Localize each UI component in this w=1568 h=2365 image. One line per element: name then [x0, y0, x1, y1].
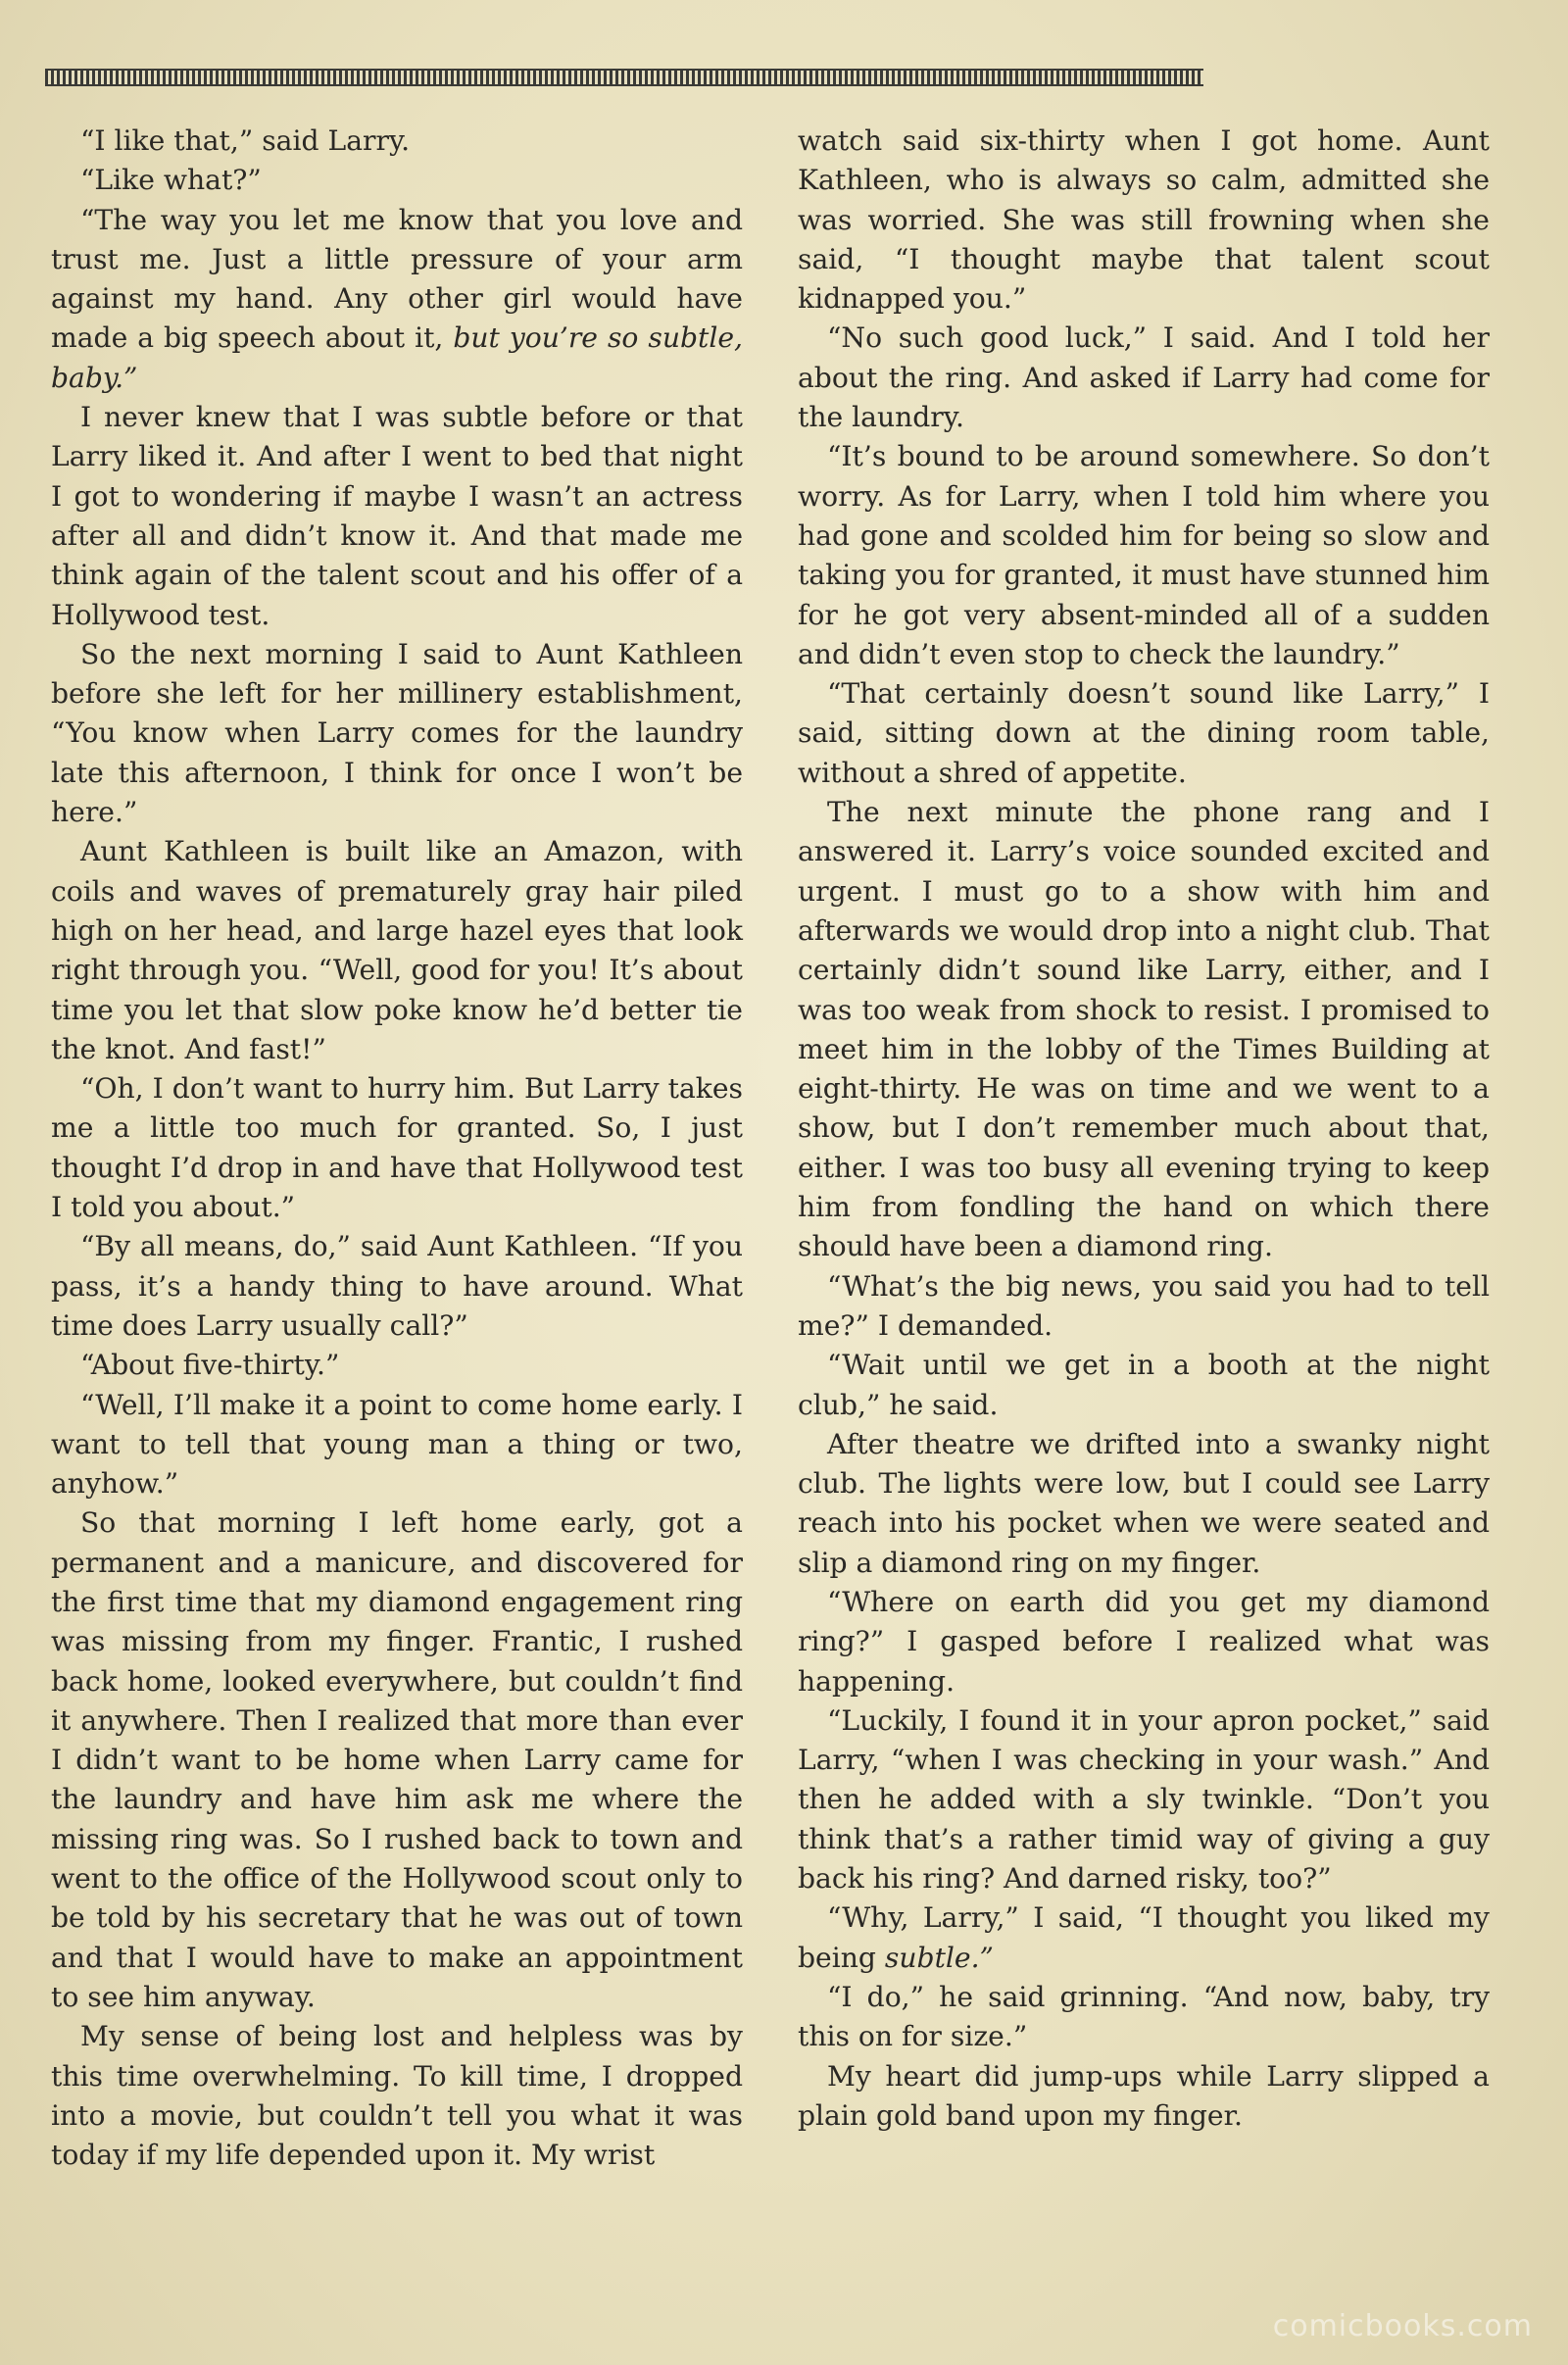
paragraph [51, 201, 743, 398]
paragraph: So that morning I left home early, got a permanent and a manicure, and discovered for the first time that my diamond engagement ring was missing from my finger. Frantic, I rushed back home, looked everywhere, but couldn’t find it anywhere. Then I realized that more than ever I didn’t want to be home when Larry came for the laundry and have him ask me where the missing ring was. So I rushed back to town and went to the office of the Hollywood scout only to be told by his secretary that he was out of town and that I would have to make an appointment to see him anyway. [51, 1506, 743, 2013]
paragraph: Aunt Kathleen is built like an Amazon, with coils and waves of prematurely gray hair piled high on her head, and large hazel eyes that look right through you. “Well, good for you! It’s about time you let that slow poke know he’d better tie the knot. And fast!” [51, 835, 743, 1065]
paragraph: “I like that,” said Larry. [80, 124, 411, 157]
italic-text: but you’re so subtle, baby.” [51, 321, 743, 394]
paragraph-text: “Why, Larry,” I said, “I thought you liked my being [798, 1901, 1490, 1974]
paragraph-text: “The way you let me know that you love and trust me. Just a little pressure of your arm against my hand. Any other girl would have made a big speech about it, [51, 203, 743, 355]
paragraph: “Well, I’ll make it a point to come home early. I want to tell that young man a thing or two, anyhow.” [51, 1388, 743, 1501]
paragraph: “No such good luck,” I said. And I told her about the ring. And asked if Larry had come for the laundry. [798, 321, 1490, 434]
left-text-column [51, 122, 743, 2175]
paragraph: “By all means, do,” said Aunt Kathleen. “If you pass, it’s a handy thing to have around. What time does Larry usually call?” [51, 1230, 743, 1342]
paragraph-continued: watch said six-thirty when I got home. Aunt Kathleen, who is always so calm, admitted she was worried. She was still frowning when she said, “I thought maybe that talent scout kidnapped you.” [798, 124, 1490, 316]
paragraph: “Where on earth did you get my diamond ring?” I gasped before I realized what was happening. [798, 1585, 1490, 1698]
paragraph: “I do,” he said grinning. “And now, baby, try this on for size.” [798, 1980, 1490, 2053]
paragraph: After theatre we drifted into a swanky night club. The lights were low, but I could see Larry reach into his pocket when we were seated and slip a diamond ring on my finger. [798, 1427, 1490, 1579]
paragraph: So the next morning I said to Aunt Kathleen before she left for her millinery establishment, “You know when Larry comes for the laundry late this afternoon, I think for once I won’t be here.” [51, 637, 743, 829]
paragraph: My heart did jump-ups while Larry slipped a plain gold band upon my finger. [798, 2059, 1490, 2132]
paragraph: My sense of being lost and helpless was by this time overwhelming. To kill time, I dropped into a movie, but couldn’t tell you what it was today if my life depended upon it. My wrist [51, 2020, 743, 2172]
paragraph: “It’s bound to be around somewhere. So don’t worry. As for Larry, when I told him where you had gone and scolded him for being so slow and taking you for granted, it must have stunned him for he got very absent-minded all of a sudden and didn’t even stop to check the laundry.” [798, 440, 1490, 670]
paragraph: “What’s the big news, you said you had to tell me?” I demanded. [798, 1269, 1490, 1342]
right-text-column [798, 122, 1490, 2136]
paragraph: “Luckily, I found it in your apron pocket,” said Larry, “when I was checking in your wash.” And then he added with a sly twinkle. “Don’t you think that’s a rather timid way of giving a guy back his ring? And darned risky, too?” [798, 1703, 1490, 1896]
paragraph: “About five-thirty.” [80, 1349, 340, 1382]
paragraph: “That certainly doesn’t sound like Larry,” I said, sitting down at the dining room table, without a shred of appetite. [798, 677, 1490, 789]
paragraph: “Oh, I don’t want to hurry him. But Larry takes me a little too much for granted. So, I just thought I’d drop in and have that Hollywood test I told you about.” [51, 1072, 743, 1224]
italic-text: subtle.” [884, 1941, 994, 1974]
paragraph: “Wait until we get in a booth at the night club,” he said. [798, 1349, 1490, 1421]
paragraph [798, 1898, 1490, 1978]
decorative-top-rule [45, 69, 1203, 86]
paragraph: The next minute the phone rang and I answered it. Larry’s voice sounded excited and urgent. I must go to a show with him and afterwards we would drop into a night club. That certainly didn’t sound like Larry, either, and I was too weak from shock to resist. I promised to meet him in the lobby of the Times Building at eight-thirty. He was on time and we went to a show, but I don’t remember much about that, either. I was too busy all evening trying to keep him from fondling the hand on which there should have been a diamond ring. [798, 796, 1490, 1263]
paragraph: I never knew that I was subtle before or that Larry liked it. And after I went to bed that night I got to wondering if maybe I wasn’t an actress after all and didn’t know it. And that made me think again of the talent scout and his offer of a Hollywood test. [51, 401, 743, 631]
site-watermark: comicbooks.com [1272, 2309, 1533, 2343]
paragraph: “Like what?” [80, 164, 262, 197]
